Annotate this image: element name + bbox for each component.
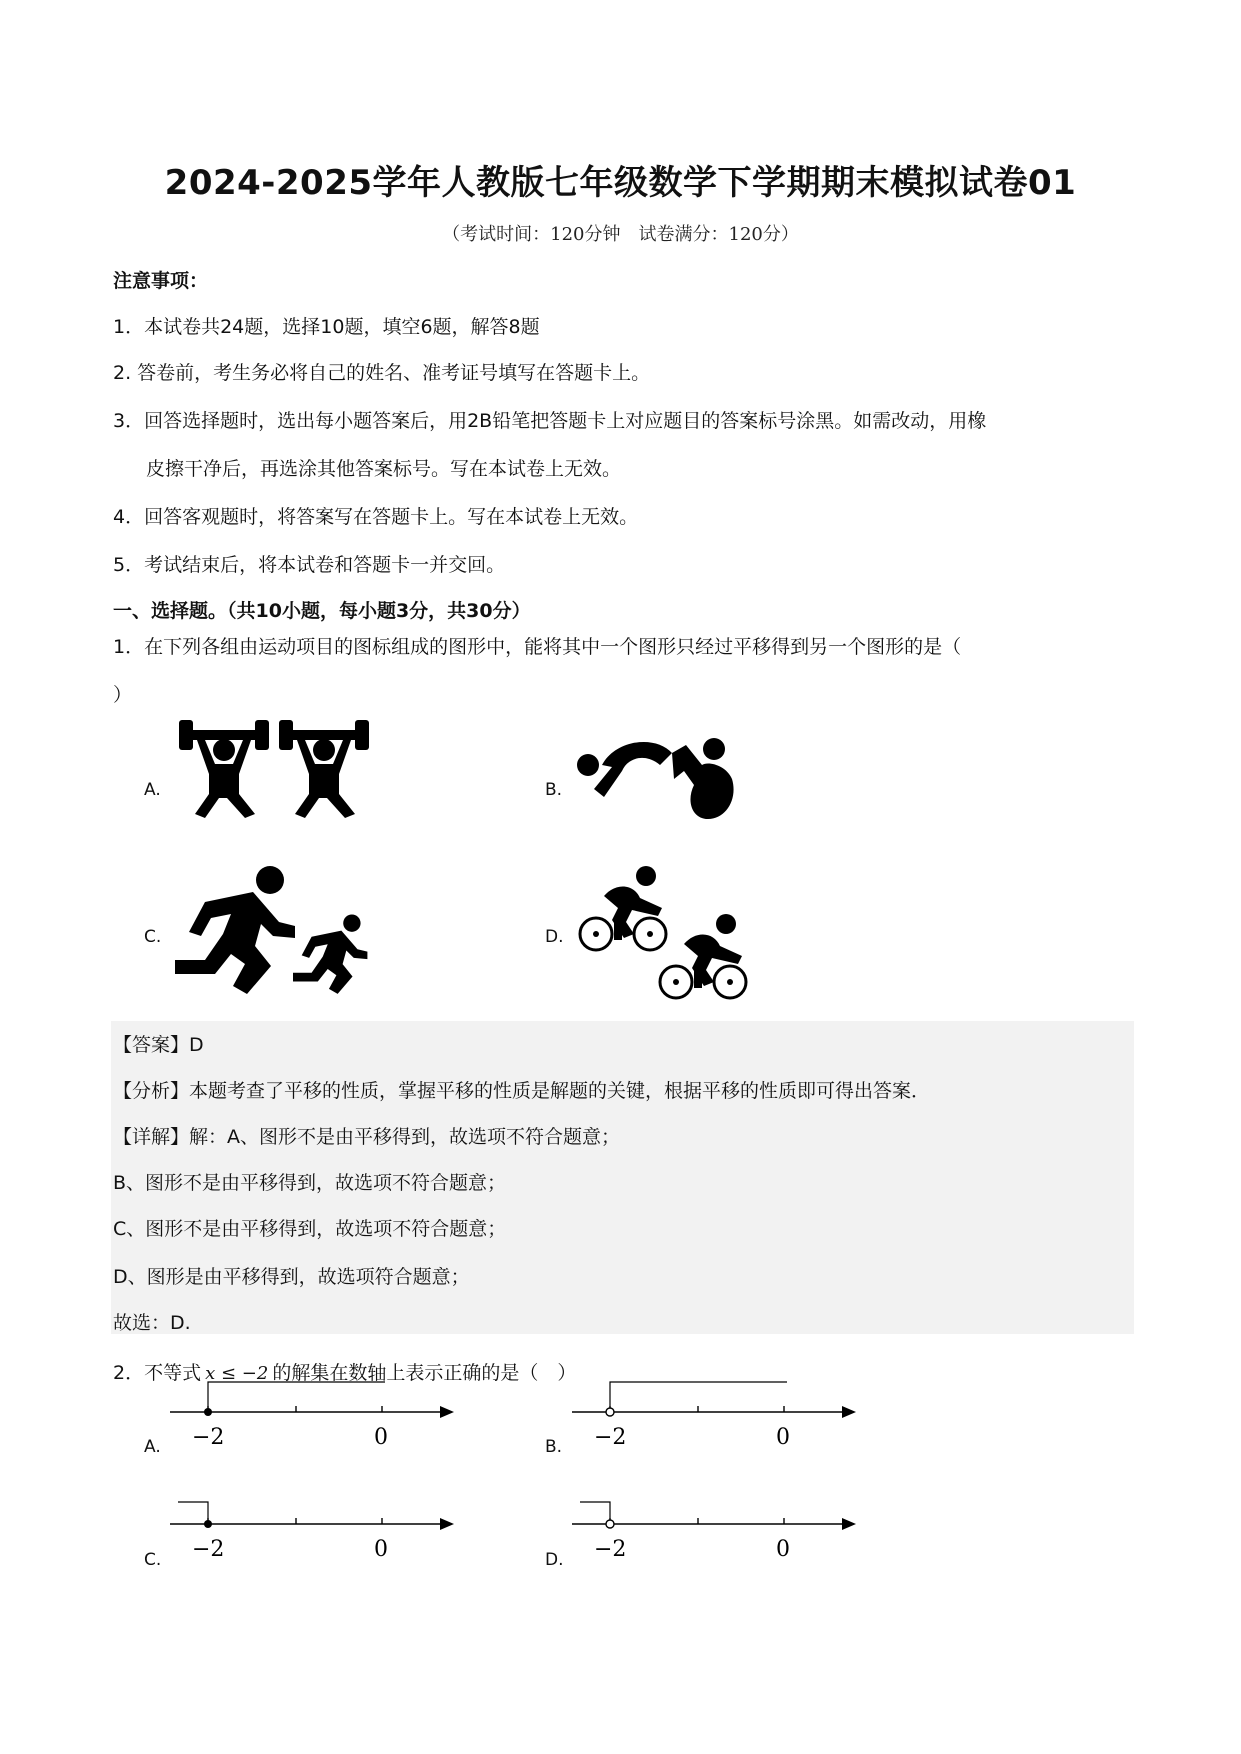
number-line-a [170,1378,470,1448]
answer-text: 【答案】D [113,1034,204,1056]
tick-label-neg2: −2 [594,1425,627,1450]
option-label: D. [545,1550,564,1570]
option-label: B. [545,780,563,800]
question-1-stem: 1．在下列各组由运动项目的图标组成的图形中，能将其中一个图形只经过平移得到另一个图形的是（ [113,636,962,658]
notice-item: 1．本试卷共24题，选择10题，填空6题，解答8题 [113,316,540,338]
tick-label-neg2: −2 [594,1537,627,1562]
tick-label-zero: 0 [776,1425,790,1450]
notice-item: 2. 答卷前，考生务必将自己的姓名、准考证号填写在答题卡上。 [113,362,651,384]
option-label: C. [144,1550,162,1570]
stem-suffix: 的解集在数轴上表示正确的是（ ） [272,1362,577,1384]
detail-text: 故选：D. [113,1312,191,1334]
cyclist-icon [576,862,756,1002]
notice-heading: 注意事项： [113,270,209,292]
section-heading: 一、选择题。（共10小题，每小题3分，共30分） [113,600,531,622]
number-line-b [572,1378,872,1448]
option-label: B. [545,1437,563,1457]
detail-text: D、图形是由平移得到，故选项符合题意； [113,1266,470,1288]
number-line-d [572,1490,872,1560]
gymnast-icon [576,735,746,825]
tick-label-zero: 0 [374,1537,388,1562]
notice-item: 5．考试结束后，将本试卷和答题卡一并交回。 [113,554,506,576]
page-title: 2024-2025学年人教版七年级数学下学期期末模拟试卷01 [164,163,1077,203]
number-line-c [170,1490,470,1560]
tick-label-neg2: −2 [192,1425,225,1450]
tick-label-zero: 0 [374,1425,388,1450]
inequality-math: x ≤ −2 [205,1363,269,1384]
question-1-stem-end: ） [113,684,133,706]
notice-item: 4．回答客观题时，将答案写在答题卡上。写在本试卷上无效。 [113,506,639,528]
option-label: A. [144,1437,161,1457]
detail-text: B、图形不是由平移得到，故选项不符合题意； [113,1172,507,1194]
option-label: A. [144,780,161,800]
analysis-text: 【分析】本题考查了平移的性质，掌握平移的性质是解题的关键，根据平移的性质即可得出答案． [113,1080,931,1102]
runner-icon [175,862,375,1002]
exam-info: （考试时间：120分钟 试卷满分：120分） [442,224,799,245]
tick-label-zero: 0 [776,1537,790,1562]
notice-item: 皮擦干净后，再选涂其他答案标号。写在本试卷上无效。 [146,458,622,480]
weightlifter-icon [175,718,375,818]
detail-text: C、图形不是由平移得到，故选项不符合题意； [113,1218,507,1240]
detail-text: 【详解】解：A、图形不是由平移得到，故选项不符合题意； [113,1126,620,1148]
option-label: C. [144,927,162,947]
tick-label-neg2: −2 [192,1537,225,1562]
stem-prefix: 2．不等式 [113,1362,202,1384]
notice-item: 3．回答选择题时，选出每小题答案后，用2B铅笔把答题卡上对应题目的答案标号涂黑。如需改动，用橡 [113,410,987,432]
option-label: D. [545,927,564,947]
